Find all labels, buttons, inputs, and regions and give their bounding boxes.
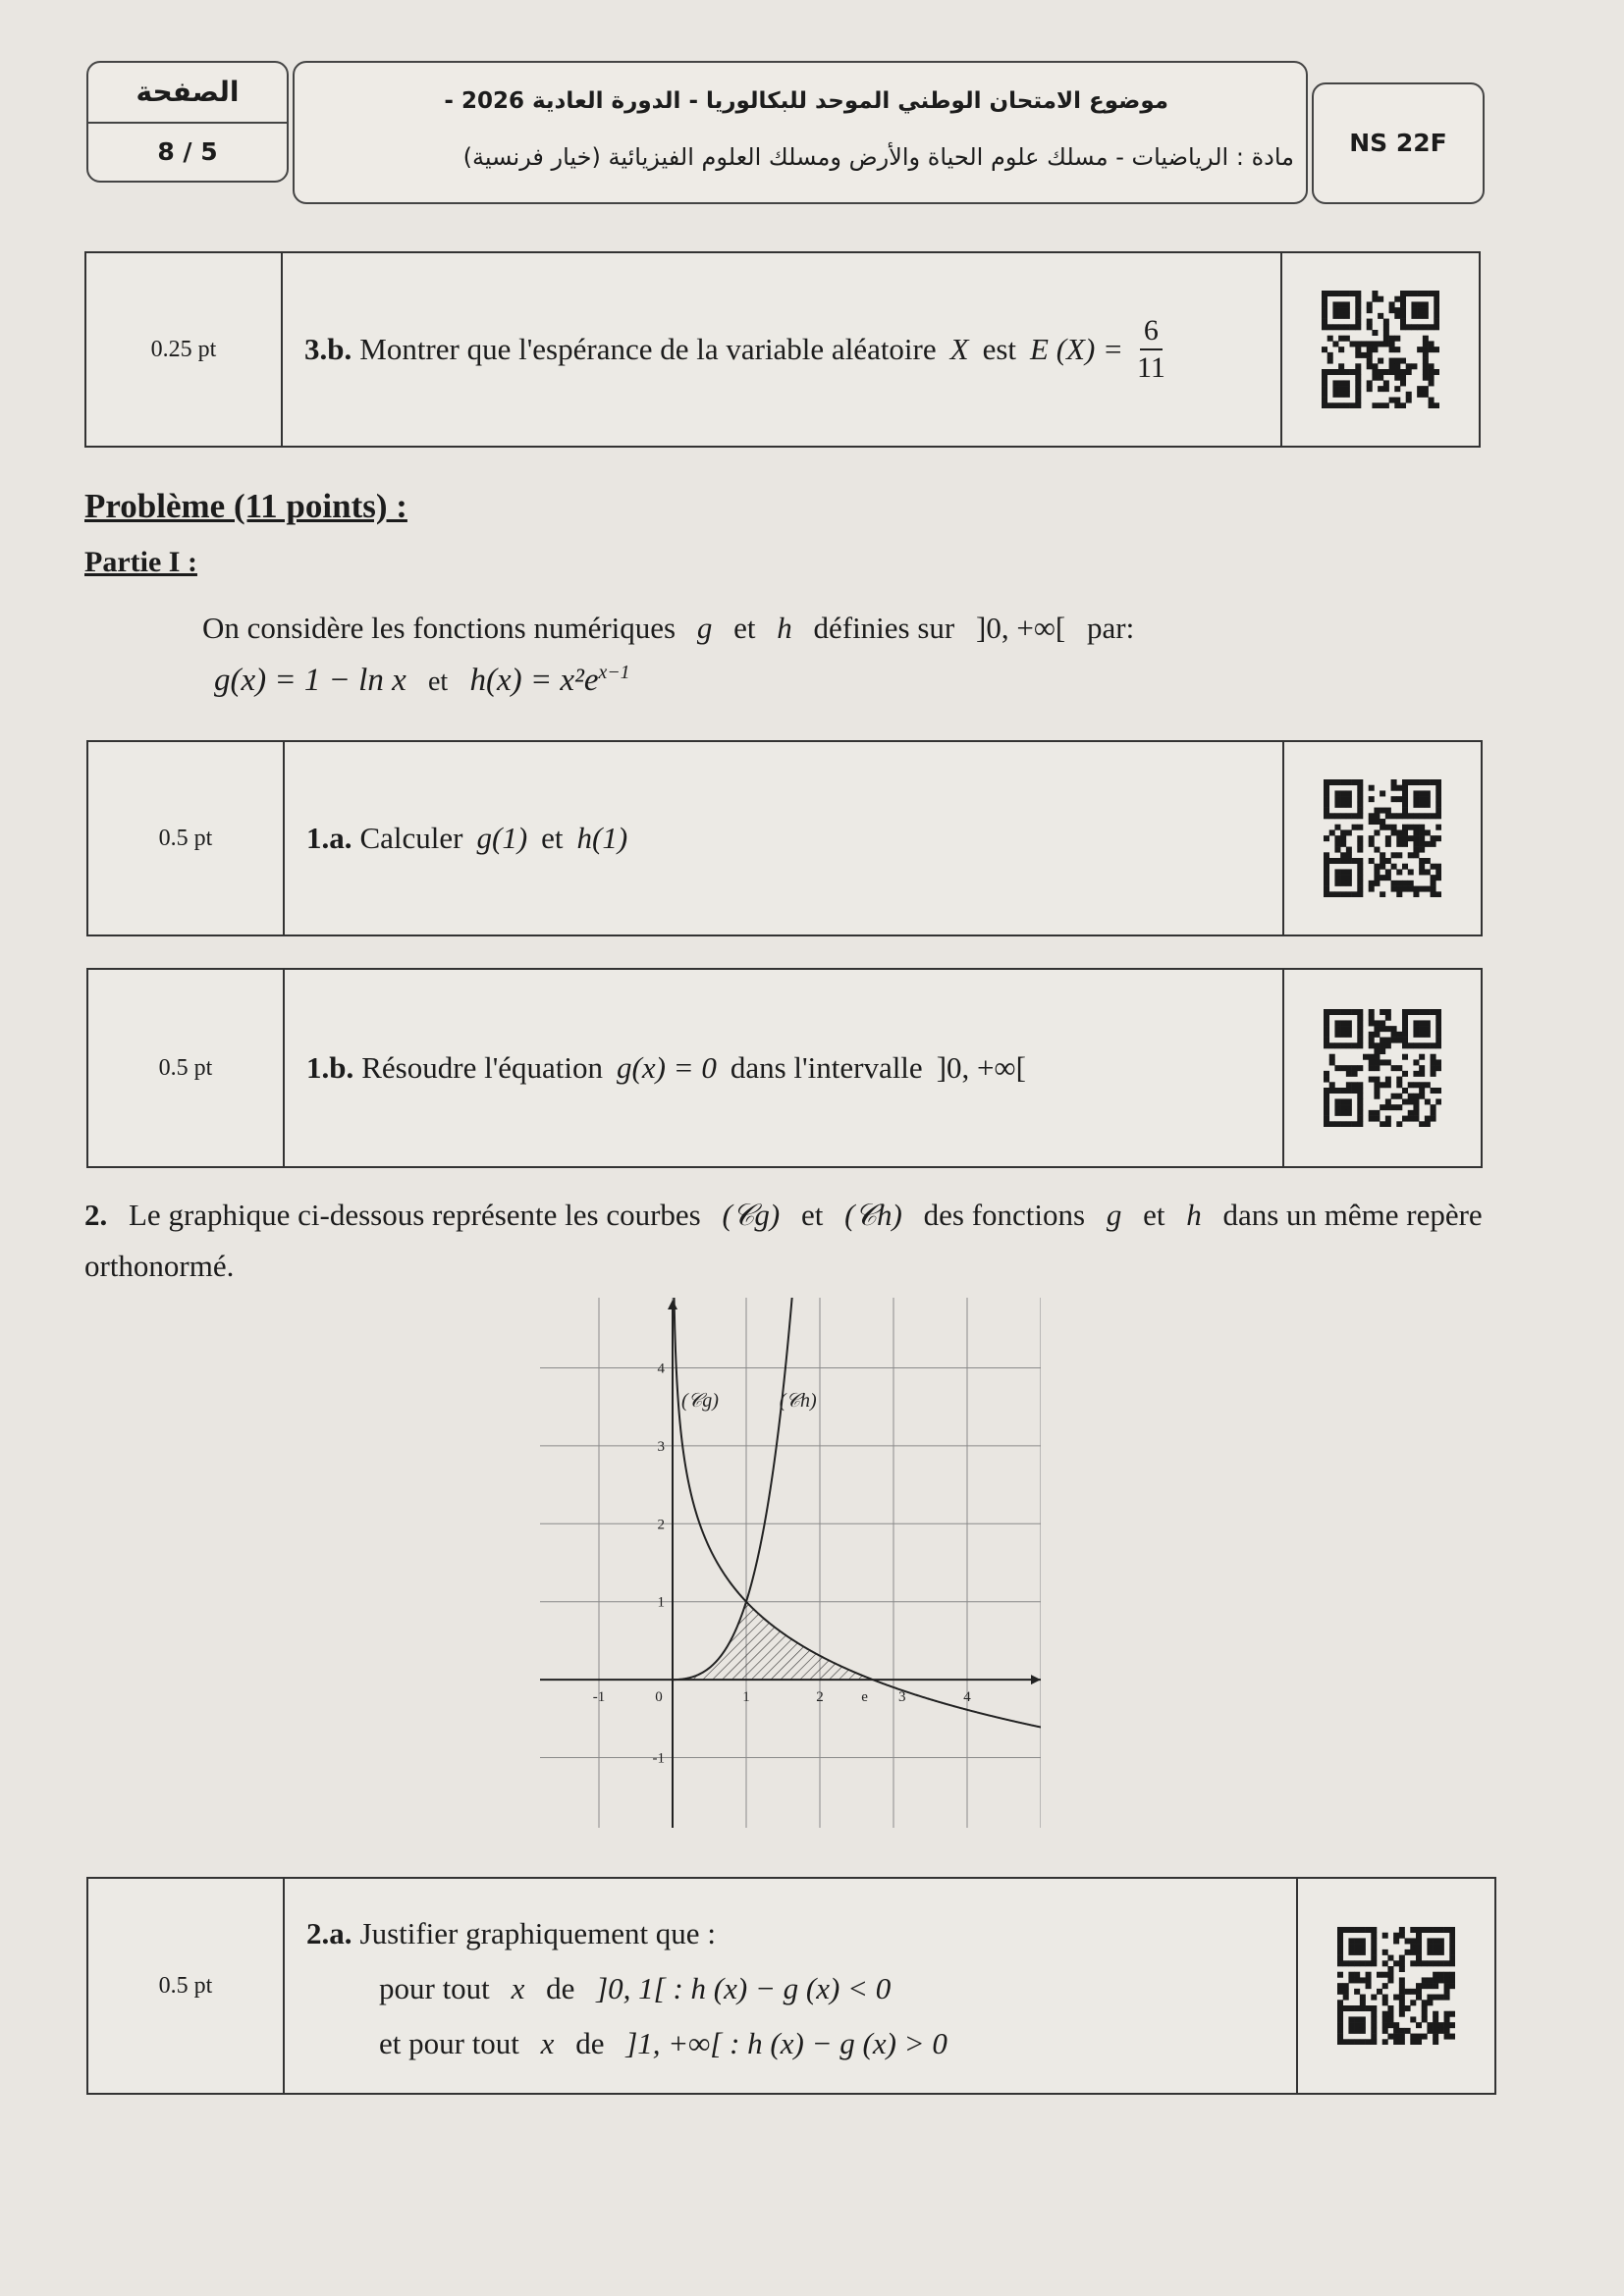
qr-code-icon[interactable] bbox=[1324, 779, 1441, 897]
question-1b-text bbox=[306, 970, 1265, 1166]
h-definition: h(x) = x²e bbox=[469, 663, 599, 698]
graph-svg bbox=[540, 1298, 1041, 1828]
question-2-text-cont: orthonormé. bbox=[84, 1249, 235, 1283]
fraction-denominator: 11 bbox=[1136, 351, 1165, 384]
x-tick-label: 2 bbox=[816, 1689, 824, 1706]
x-tick-label: -1 bbox=[592, 1689, 606, 1706]
intro-text-3: par: bbox=[1087, 611, 1135, 645]
function-g: g bbox=[1106, 1198, 1122, 1232]
page-label: الصفحة bbox=[88, 63, 287, 124]
x-axis-arrow bbox=[1031, 1675, 1041, 1684]
word-est: est bbox=[982, 332, 1017, 366]
equation: g(x) = 0 bbox=[617, 1050, 717, 1085]
word-et: et bbox=[801, 1198, 824, 1232]
curve-g-label: (𝒞g) bbox=[681, 1390, 719, 1413]
question-statement: Résoudre l'équation bbox=[361, 1050, 604, 1085]
line-text: pour tout bbox=[379, 1971, 490, 2005]
domain-interval: ]0, +∞[ bbox=[976, 611, 1066, 645]
page-number-box bbox=[86, 61, 289, 183]
question-number: 3.b. bbox=[304, 332, 352, 366]
question-3b-box bbox=[84, 251, 1481, 448]
qr-code-cell bbox=[1282, 970, 1481, 1166]
qr-code-cell bbox=[1282, 742, 1481, 934]
question-line-3 bbox=[306, 2016, 1278, 2071]
problem-heading: Problème (11 points) : bbox=[84, 487, 407, 525]
question-3b-text bbox=[304, 253, 1263, 446]
question-line-1 bbox=[306, 1906, 1278, 1961]
intro-text-2: définies sur bbox=[813, 611, 955, 645]
question-statement: Calculer bbox=[359, 821, 463, 855]
x-tick-label: 0 bbox=[655, 1689, 663, 1706]
exam-title-box bbox=[293, 61, 1308, 204]
expectation-formula bbox=[1030, 313, 1169, 386]
exam-title: موضوع الامتحان الوطني الموحد للبكالوريا - الدورة العادية 2026 - bbox=[444, 88, 1168, 114]
question-number: 1.a. bbox=[306, 821, 352, 855]
fraction-numerator: 6 bbox=[1140, 313, 1163, 350]
question-number: 1.b. bbox=[306, 1050, 354, 1085]
interval: ]0, +∞[ bbox=[936, 1050, 1026, 1085]
points-label: 0.25 pt bbox=[86, 253, 283, 446]
variable-x: x bbox=[511, 1971, 525, 2005]
word-et: et bbox=[1143, 1198, 1165, 1232]
function-g: g bbox=[696, 611, 713, 645]
word-de: de bbox=[575, 2026, 605, 2060]
inequality-2: ]1, +∞[ : h (x) − g (x) > 0 bbox=[625, 2026, 947, 2060]
line-text: et pour tout bbox=[379, 2026, 519, 2060]
function-definitions bbox=[214, 662, 630, 699]
y-tick-label: -1 bbox=[652, 1750, 665, 1767]
points-label: 0.5 pt bbox=[88, 742, 285, 934]
expectation-lhs: E (X) = bbox=[1030, 332, 1123, 366]
qr-code-icon[interactable] bbox=[1322, 291, 1439, 408]
exam-code: NS 22F bbox=[1312, 82, 1485, 204]
exam-subject: مادة : الرياضيات - مسلك علوم الحياة والأرض ومسلك العلوم الفيزيائية (خيار فرنسية) bbox=[462, 143, 1294, 171]
question-statement: Justifier graphiquement que : bbox=[359, 1916, 716, 1950]
question-statement: Montrer que l'espérance de la variable aléatoire bbox=[359, 332, 937, 366]
x-tick-label: e bbox=[861, 1689, 868, 1706]
question-number: 2. bbox=[84, 1198, 108, 1232]
curve-h-label: (𝒞h) bbox=[844, 1198, 902, 1232]
h-of-1: h(1) bbox=[576, 821, 628, 855]
part-heading: Partie I : bbox=[84, 546, 197, 578]
qr-code-cell bbox=[1296, 1879, 1494, 2093]
fraction bbox=[1133, 313, 1169, 386]
function-h: h bbox=[1186, 1198, 1202, 1232]
question-number: 2.a. bbox=[306, 1916, 352, 1950]
inequality-1: ]0, 1[ : h (x) − g (x) < 0 bbox=[596, 1971, 892, 2005]
question-2a-text bbox=[306, 1879, 1278, 2093]
y-tick-label: 4 bbox=[657, 1361, 665, 1377]
g-of-1: g(1) bbox=[476, 821, 528, 855]
question-statement-2: des fonctions bbox=[923, 1198, 1086, 1232]
function-h: h bbox=[777, 611, 792, 645]
variable-x: X bbox=[949, 332, 969, 366]
page-number: 8 / 5 bbox=[157, 137, 218, 166]
word-et: et bbox=[541, 821, 564, 855]
curve-h-label: (𝒞h) bbox=[779, 1390, 817, 1413]
word-et: et bbox=[733, 611, 756, 645]
points-label: 0.5 pt bbox=[88, 1879, 285, 2093]
problem-intro bbox=[202, 611, 1134, 646]
question-2-text bbox=[84, 1198, 1483, 1234]
qr-code-icon[interactable] bbox=[1337, 1927, 1455, 2045]
curve-g-label: (𝒞g) bbox=[722, 1198, 781, 1232]
h-exponent: x−1 bbox=[598, 662, 630, 683]
question-statement-2: dans l'intervalle bbox=[730, 1050, 923, 1085]
qr-code-icon[interactable] bbox=[1324, 1009, 1441, 1127]
x-tick-label: 4 bbox=[963, 1689, 971, 1706]
x-tick-label: 3 bbox=[898, 1689, 906, 1706]
y-tick-label: 3 bbox=[657, 1438, 665, 1455]
function-graph bbox=[540, 1298, 1041, 1828]
y-tick-label: 2 bbox=[657, 1517, 665, 1533]
y-tick-label: 1 bbox=[657, 1594, 665, 1611]
intro-text: On considère les fonctions numériques bbox=[202, 611, 677, 645]
x-tick-label: 1 bbox=[742, 1689, 750, 1706]
variable-x: x bbox=[540, 2026, 555, 2060]
y-axis-arrow bbox=[668, 1300, 677, 1309]
points-label: 0.5 pt bbox=[88, 970, 285, 1166]
question-1a-box bbox=[86, 740, 1483, 936]
word-de: de bbox=[546, 1971, 575, 2005]
question-statement: Le graphique ci-dessous représente les courbes bbox=[129, 1198, 701, 1232]
question-1b-box bbox=[86, 968, 1483, 1168]
word-et: et bbox=[427, 667, 449, 697]
question-2a-box bbox=[86, 1877, 1496, 2095]
question-1a-text bbox=[306, 742, 1265, 934]
qr-code-cell bbox=[1280, 253, 1479, 446]
question-statement-3: dans un même repère bbox=[1222, 1198, 1483, 1232]
g-definition: g(x) = 1 − ln x bbox=[214, 663, 406, 698]
question-line-2 bbox=[306, 1961, 1278, 2016]
